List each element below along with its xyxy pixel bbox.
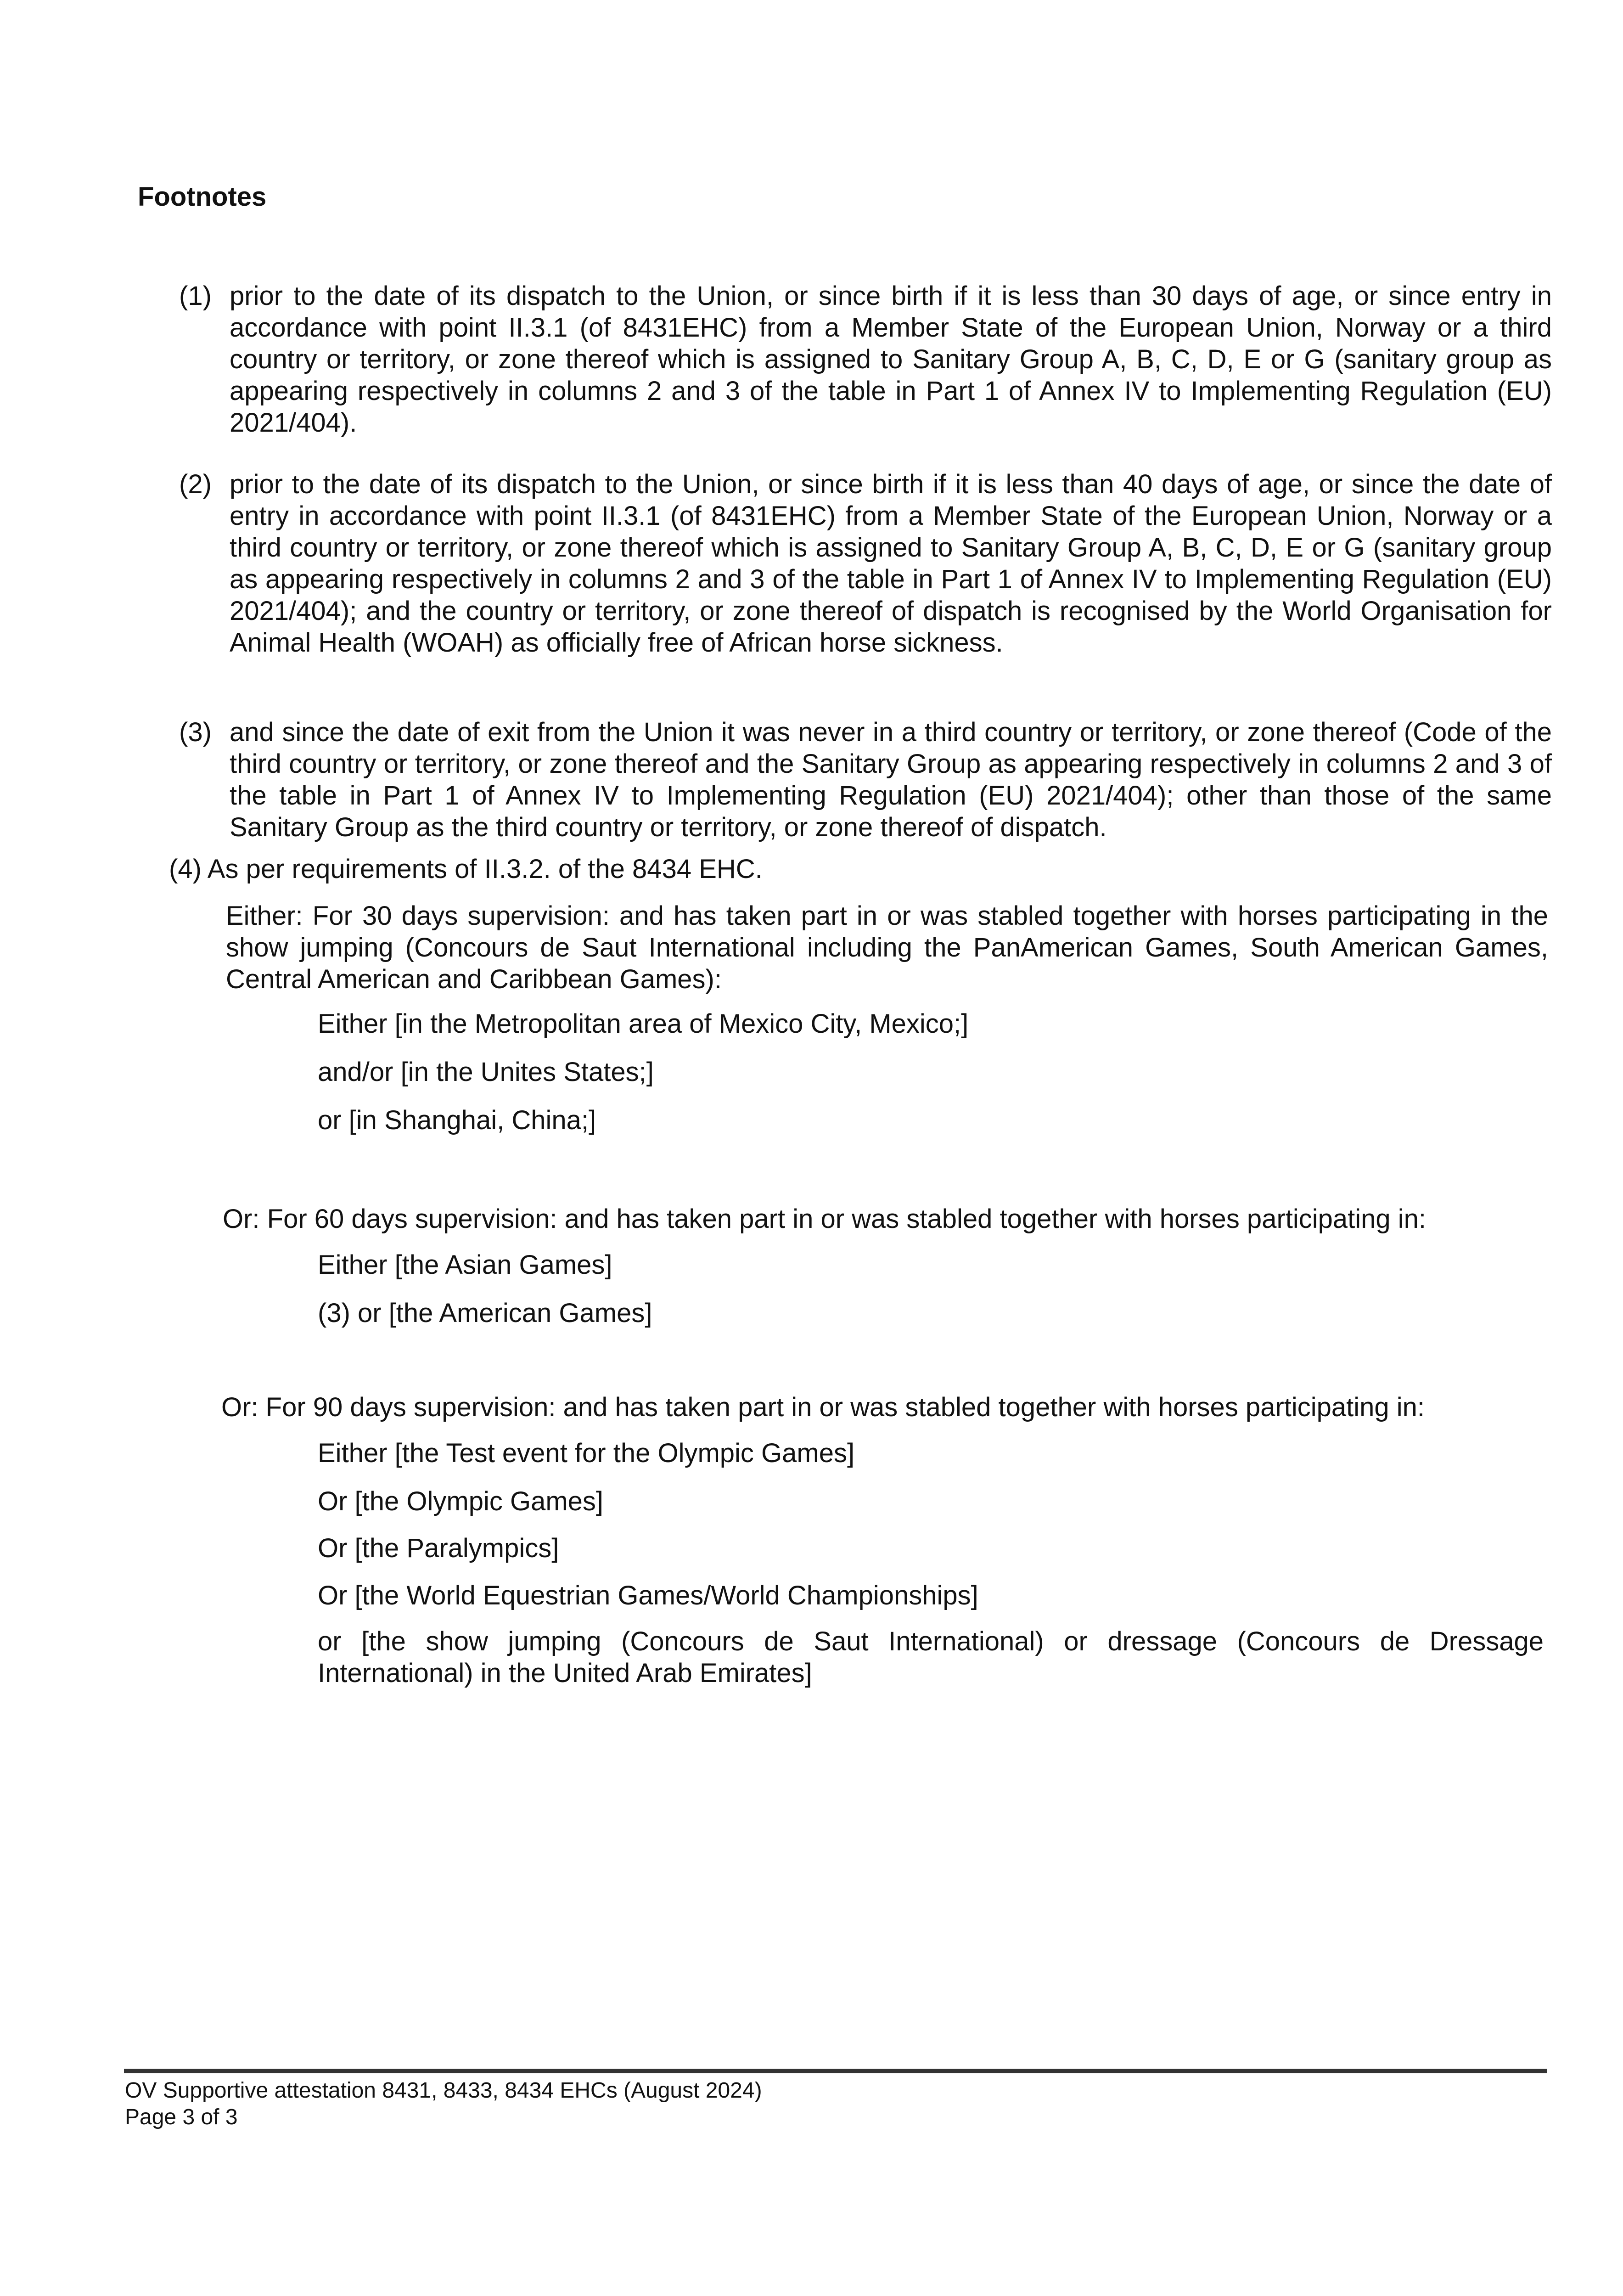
footnote-3 — [179, 716, 1552, 843]
footnote-text: prior to the date of its dispatch to the Union, or since birth if it is less than 40 days of age, or since the date of entry in accordance with point II.3.1 (of 8431EHC) from a Member State of the European Union, Norway or a third country or territory, or zone thereof which is assigned to Sanitary Group A, B, C, D, E or G (sanitary group as appearing respectively in columns 2 and 3 of the table in Part 1 of Annex IV to Implementing Regulation (EU) 2021/404); and the country or territory, or zone thereof of dispatch is recognised by the World Organisation for Animal Health (WOAH) as officially free of African horse sickness. — [230, 469, 1552, 658]
option-30-item: and/or [in the Unites States;] — [318, 1057, 654, 1087]
footnote-text: and since the date of exit from the Union it was never in a third country or territory, or zone thereof (Code of the third country or territory, or zone thereof and the Sanitary Group as appearing respectively in columns 2 and 3 of the table in Part 1 of Annex IV to Implementing Regulation (EU) 2021/404); other than those of the same Sanitary Group as the third country or territory, or zone thereof of dispatch. — [230, 717, 1552, 842]
footer-page-number: Page 3 of 3 — [125, 2105, 238, 2129]
footnote-number: (3) — [179, 717, 212, 747]
footnote-text: prior to the date of its dispatch to the Union, or since birth if it is less than 30 days of age, or since entry in accordance with point II.3.1 (of 8431EHC) from a Member State of the European Union, Norway or a third country or territory, or zone thereof which is assigned to Sanitary Group A, B, C, D, E or G (sanitary group as appearing respectively in columns 2 and 3 of the table in Part 1 of Annex IV to Implementing Regulation (EU) 2021/404). — [230, 281, 1552, 438]
option-30-item: Either [in the Metropolitan area of Mexico City, Mexico;] — [318, 1009, 969, 1039]
footnote-1 — [179, 280, 1552, 439]
footnotes-heading: Footnotes — [138, 182, 267, 212]
option-30-intro: Either: For 30 days supervision: and has taken part in or was stabled together with horses participating in the show jumping (Concours de Saut International including the PanAmerican Games, South American Games, Central American and Caribbean Games): — [226, 901, 1548, 994]
option-60-intro: Or: For 60 days supervision: and has taken part in or was stabled together with horses participating in: — [223, 1204, 1426, 1234]
option-60-item: Either [the Asian Games] — [318, 1250, 612, 1280]
footnote-4-title: (4) As per requirements of II.3.2. of the 8434 EHC. — [169, 854, 763, 884]
footnote-number: (1) — [179, 281, 212, 311]
option-90-item: Or [the Paralympics] — [318, 1533, 559, 1563]
option-90-item: Or [the World Equestrian Games/World Championships] — [318, 1581, 978, 1610]
footnote-2 — [179, 468, 1552, 658]
option-90-intro: Or: For 90 days supervision: and has taken part in or was stabled together with horses participating in: — [221, 1392, 1425, 1422]
option-90-item: Or [the Olympic Games] — [318, 1486, 604, 1516]
footnote-number: (2) — [179, 469, 212, 499]
footer-rule — [124, 2069, 1547, 2073]
option-90-item: Either [the Test event for the Olympic Games] — [318, 1438, 855, 1468]
option-60-item: (3) or [the American Games] — [318, 1298, 652, 1328]
footer-document-title: OV Supportive attestation 8431, 8433, 8434 EHCs (August 2024) — [125, 2078, 762, 2103]
option-30-item: or [in Shanghai, China;] — [318, 1105, 596, 1135]
option-90-item: or [the show jumping (Concours de Saut International) or dressage (Concours de Dressage International) in the United Arab Emirates] — [318, 1626, 1544, 1688]
